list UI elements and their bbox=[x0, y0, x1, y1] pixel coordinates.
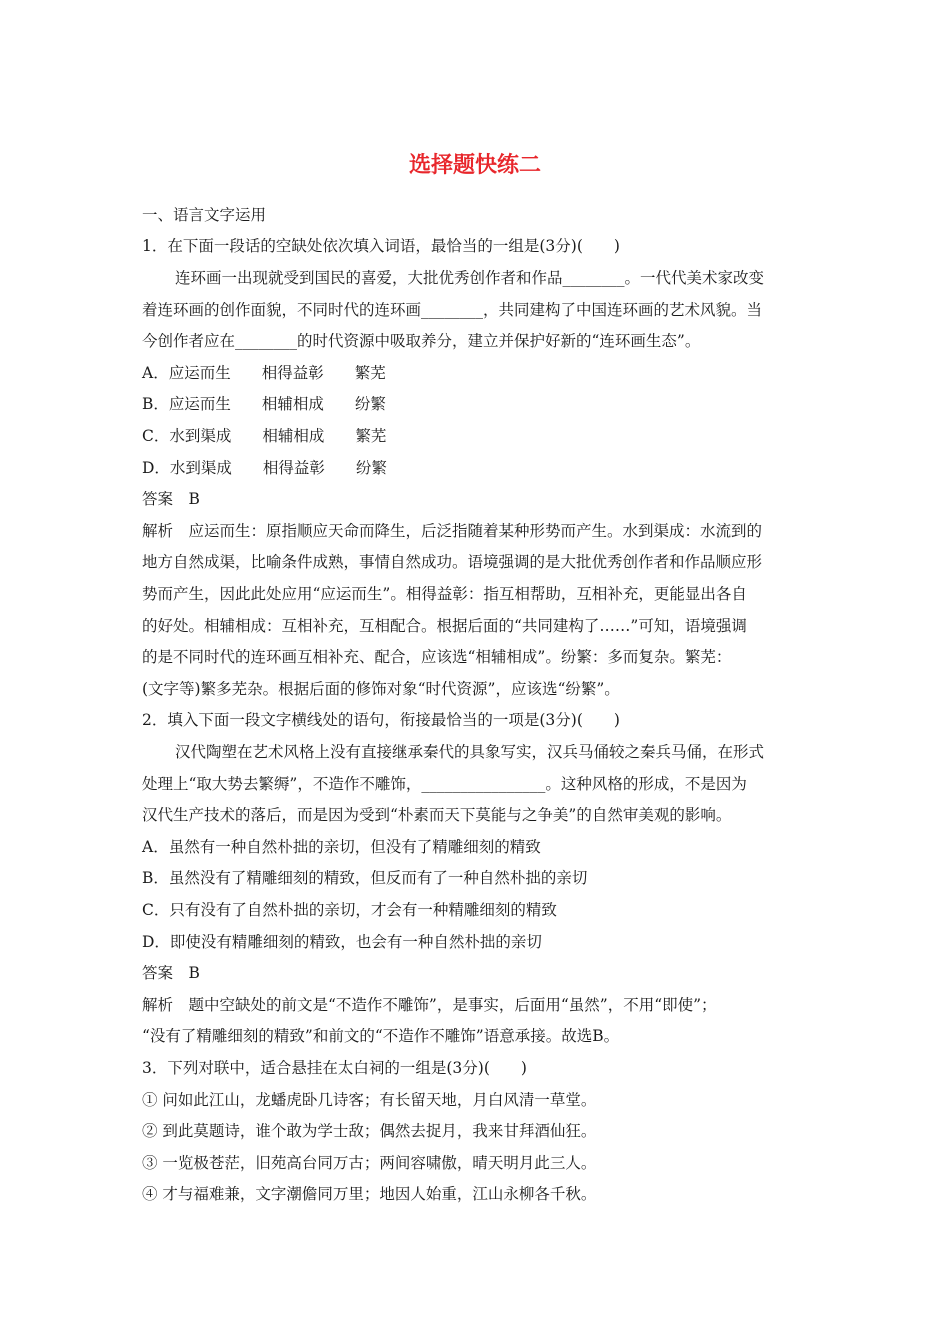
q1-option-a: A．应运而生 相得益彰 繁芜 bbox=[142, 364, 386, 382]
q1-analysis-line: 势而产生，因此此处应用“应运而生”。相得益彰：指互相帮助，互相补充，更能显出各自 bbox=[142, 585, 747, 603]
q3-couplet-1: ① 问如此江山，龙蟠虎卧几诗客；有长留天地，月白风清一草堂。 bbox=[142, 1091, 597, 1109]
q2-option-a: A．虽然有一种自然朴拙的亲切，但没有了精雕细刻的精致 bbox=[142, 838, 541, 856]
q3-couplet-4: ④ 才与福难兼，文字潮儋同万里；地因人始重，江山永柳各千秋。 bbox=[142, 1185, 597, 1203]
q1-answer: 答案 B bbox=[142, 490, 200, 508]
q1-analysis-line: 的好处。相辅相成：互相补充，互相配合。根据后面的“共同建构了……”可知，语境强调 bbox=[142, 617, 747, 635]
q1-passage-line: 着连环画的创作面貌，不同时代的连环画________，共同建构了中国连环画的艺术风貌。当 bbox=[142, 301, 763, 319]
q1-analysis-line: 的是不同时代的连环画互相补充、配合，应该选“相辅相成”。纷繁：多而复杂。繁芜： bbox=[142, 648, 732, 666]
q1-passage-line: 连环画一出现就受到国民的喜爱，大批优秀创作者和作品________。一代代美术家改变 bbox=[175, 269, 765, 287]
q2-passage-line: 处理上“取大势去繁缛”，不造作不雕饰，________________。这种风格的形成，不是因为 bbox=[142, 775, 747, 793]
question-3-stem: 3．下列对联中，适合悬挂在太白祠的一组是(3分)( ) bbox=[142, 1059, 527, 1077]
q3-couplet-3: ③ 一览极苍茫，旧苑高台同万古；两间容啸傲，晴天明月此三人。 bbox=[142, 1154, 597, 1172]
section-heading: 一、语言文字运用 bbox=[142, 206, 267, 224]
q2-answer: 答案 B bbox=[142, 964, 200, 982]
question-2-stem: 2．填入下面一段文字横线处的语句，衔接最恰当的一项是(3分)( ) bbox=[142, 711, 620, 729]
q2-passage-line: 汉代陶塑在艺术风格上没有直接继承秦代的具象写实，汉兵马俑较之秦兵马俑，在形式 bbox=[175, 743, 765, 761]
q2-analysis-line: “没有了精雕细刻的精致”和前文的“不造作不雕饰”语意承接。故选B。 bbox=[142, 1027, 620, 1045]
q2-analysis-line: 解析 题中空缺处的前文是“不造作不雕饰”，是事实，后面用“虽然”，不用“即使”； bbox=[142, 996, 717, 1014]
q1-option-d: D．水到渠成 相得益彰 纷繁 bbox=[142, 459, 387, 477]
q3-couplet-2: ② 到此莫题诗，谁个敢为学士敌；偶然去捉月，我来甘拜酒仙狂。 bbox=[142, 1122, 597, 1140]
q2-option-d: D．即使没有精雕细刻的精致，也会有一种自然朴拙的亲切 bbox=[142, 933, 542, 951]
q1-analysis-line: 地方自然成渠，比喻条件成熟，事情自然成功。语境强调的是大批优秀创作者和作品顺应形 bbox=[142, 553, 763, 571]
q1-option-b: B．应运而生 相辅相成 纷繁 bbox=[142, 395, 386, 413]
q2-passage-line: 汉代生产技术的落后，而是因为受到“朴素而天下莫能与之争美”的自然审美观的影响。 bbox=[142, 806, 732, 824]
q1-option-c: C．水到渠成 相辅相成 繁芜 bbox=[142, 427, 387, 445]
q1-passage-line: 今创作者应在________的时代资源中吸取养分，建立并保护好新的“连环画生态”。 bbox=[142, 332, 701, 350]
page-title: 选择题快练二 bbox=[408, 153, 541, 178]
q1-analysis-line: (文字等)繁多芜杂。根据后面的修饰对象“时代资源”，应该选“纷繁”。 bbox=[142, 680, 620, 698]
question-1-stem: 1．在下面一段话的空缺处依次填入词语，最恰当的一组是(3分)( ) bbox=[142, 237, 620, 255]
q2-option-c: C．只有没有了自然朴拙的亲切，才会有一种精雕细刻的精致 bbox=[142, 901, 557, 919]
q2-option-b: B．虽然没有了精雕细刻的精致，但反而有了一种自然朴拙的亲切 bbox=[142, 869, 588, 887]
q1-analysis-line: 解析 应运而生：原指顺应天命而降生，后泛指随着某种形势而产生。水到渠成：水流到的 bbox=[142, 522, 763, 540]
